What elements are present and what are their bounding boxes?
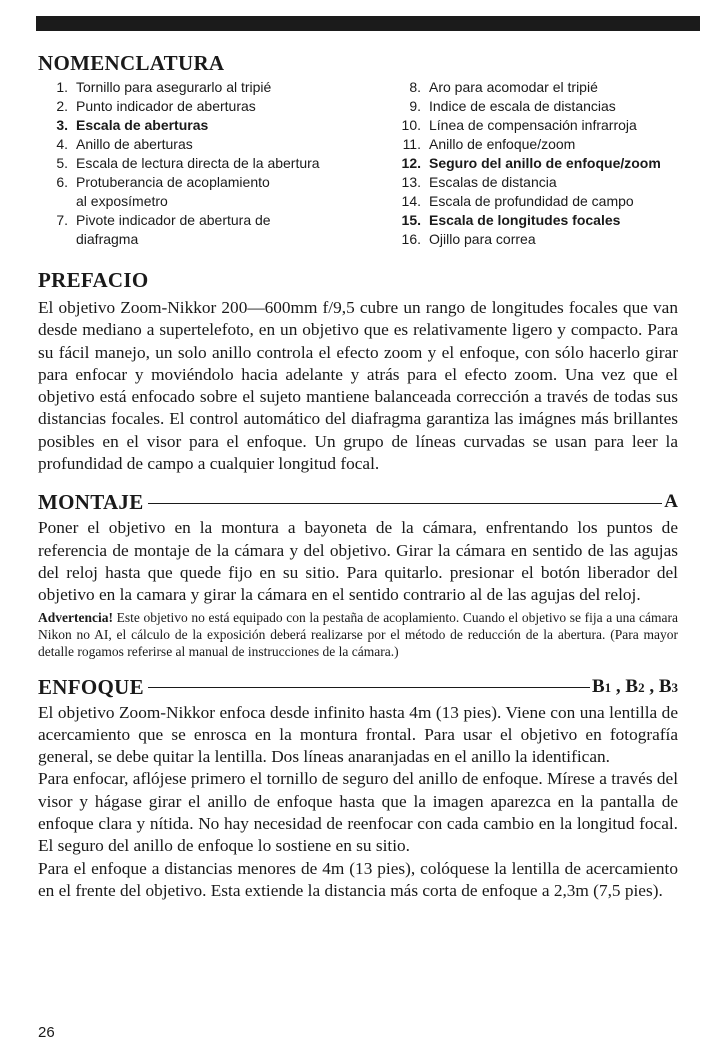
list-item: 1. Tornillo para asegurarlo al tripié [56, 79, 272, 95]
figure-reference: A [664, 491, 678, 513]
enfoque-title: ENFOQUE [38, 674, 144, 699]
prefacio-paragraph: El objetivo Zoom-Nikkor 200—600mm f/9,5 cubre un rango de longitudes focales que van desde mediano a supertelefoto, en un objetivo que es relativamente ligero y compacto. Para su fácil manejo, un solo anillo controla el efecto zoom y el enfoque, con sólo hacerlo girar para enfocar y moviéndolo hacia adelante y atrás para el efecto zoom. Una vez que el objetivo está enfocado sobre el sujeto mantiene balanceada corrección a través de todas sus distancias focales. El control automático del diafragma garantiza las imágnes más brillantes posibles en el visor para el enfoque. Un grupo de líneas curvadas se usan para leer la profundidad de campo a cualquier longitud focal. [38, 298, 678, 474]
list-item: 11. Anillo de enfoque/zoom [402, 136, 576, 152]
header-bar [36, 16, 700, 31]
list-item: 10. Línea de compensación infrarroja [401, 117, 637, 133]
warning-note [38, 609, 678, 660]
list-item: 6. Protuberancia de acoplamiento [56, 174, 270, 190]
page-content [38, 50, 678, 902]
nomenclature-list [38, 78, 678, 249]
enfoque-heading [38, 674, 678, 700]
list-item: 2. Punto indicador de aberturas [56, 98, 256, 114]
heading-rule [148, 503, 663, 504]
montaje-heading [38, 489, 678, 515]
enfoque-paragraph-1: El objetivo Zoom-Nikkor enfoca desde infinito hasta 4m (13 pies). Viene con una lentilla de acercamiento que se enrosca en la montura frontal. Para usar el objetivo en fotografía general, se debe quitar la lentilla. Dos líneas anaranjadas en el anillo la identifican. [38, 702, 678, 767]
nomenclature-right-column [383, 78, 673, 249]
list-item: 16. Ojillo para correa [401, 231, 536, 247]
list-item: 8. Aro para acomodar el tripié [409, 79, 598, 95]
list-item: 13. Escalas de distancia [401, 174, 557, 190]
list-item: 12. Seguro del anillo de enfoque/zoom [401, 155, 661, 171]
heading-rule [148, 687, 590, 688]
montaje-title: MONTAJE [38, 490, 144, 515]
figure-reference: B1 , B2 , B3 [591, 675, 678, 697]
enfoque-paragraph-3: Para el enfoque a distancias menores de 4m (13 pies), colóquese la lentilla de acercamiento en el frente del objetivo. Esta extiende la distancia más corta de enfoque a 2,3m (7,5 pies). [38, 858, 678, 900]
list-item: 4. Anillo de aberturas [56, 136, 193, 152]
list-item: 15. Escala de longitudes focales [401, 212, 621, 228]
nomenclature-left-column [38, 78, 383, 249]
warning-label: Advertencia! [38, 609, 113, 625]
warning-text: Este objetivo no está equipado con la pestaña de acoplamiento. Cuando el objetivo se fija a una cámara Nikon no AI, el cálculo de la exposición deberá realizarse por el método de reducción de la abertura. (Para mayor detalle rogamos referirse al manual de instrucciones de la cámara.) [38, 609, 678, 659]
list-item: diafragma [76, 231, 139, 247]
list-item: 5. Escala de lectura directa de la abertura [56, 155, 320, 171]
page-number: 26 [38, 1024, 55, 1041]
enfoque-paragraph-2: Para enfocar, aflójese primero el tornillo de seguro del anillo de enfoque. Mírese a través del visor y hágase girar el anillo de enfoque hasta que la imagen aparezca en la pantalla de enfoque clara y nítida. No hay necesidad de reenfocar con cada cambio en la longitud focal. El seguro del anillo de enfoque lo sostiene en su sitio. [38, 769, 678, 856]
list-item: 14. Escala de profundidad de campo [401, 193, 634, 209]
list-item: 7. Pivote indicador de abertura de [56, 212, 271, 228]
list-item: al exposímetro [76, 193, 168, 209]
list-item: 3. Escala de aberturas [56, 117, 209, 133]
montaje-paragraph: Poner el objetivo en la montura a bayoneta de la cámara, enfrentando los puntos de referencia de montaje de la cámara y del objetivo. Girar la cámara en sentido de las agujas del reloj hasta que quede fijo en su sitio. Para quitarlo. presionar el botón liberador del objetivo en la camara y girar la cámara en el sentido contrario al de las agujas del reloj. [38, 518, 678, 605]
list-item: 9. Indice de escala de distancias [409, 98, 616, 114]
prefacio-title: PREFACIO [38, 268, 149, 292]
nomenclatura-title: NOMENCLATURA [38, 51, 225, 75]
